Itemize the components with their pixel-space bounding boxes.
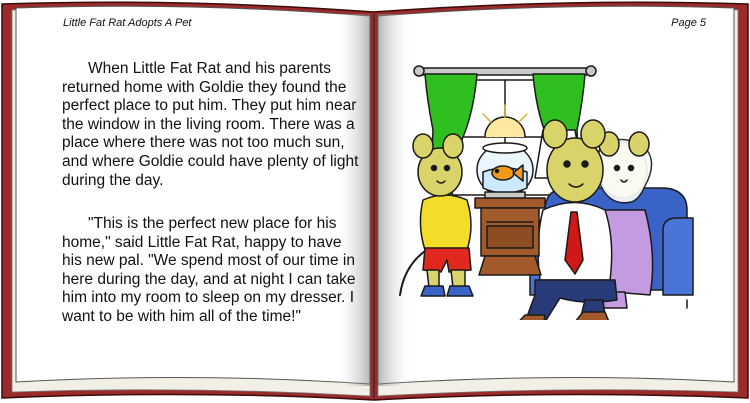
rod-finial-right	[586, 66, 596, 76]
living-room-illustration	[395, 60, 695, 320]
dresser	[475, 198, 545, 275]
story-paragraph-1: When Little Fat Rat and his parents returned home with Goldie they found the perfect place to put him. They put him near the window in the living room. There was a place where there was not too much sun, and where Goldie could have plenty of light during the day.	[62, 60, 359, 189]
page-number: Page 5	[671, 17, 706, 29]
story-paragraph-2: "This is the perfect new place for his home," said Little Fat Rat, happy to have his new pal. "We spend most of our time in here during the day, and at night I can take him into my room to sleep on my dresser. I want to be with him all of the time!"	[62, 215, 356, 325]
book-title-header: Little Fat Rat Adopts A Pet	[63, 17, 192, 29]
rod-finial-left	[414, 66, 424, 76]
